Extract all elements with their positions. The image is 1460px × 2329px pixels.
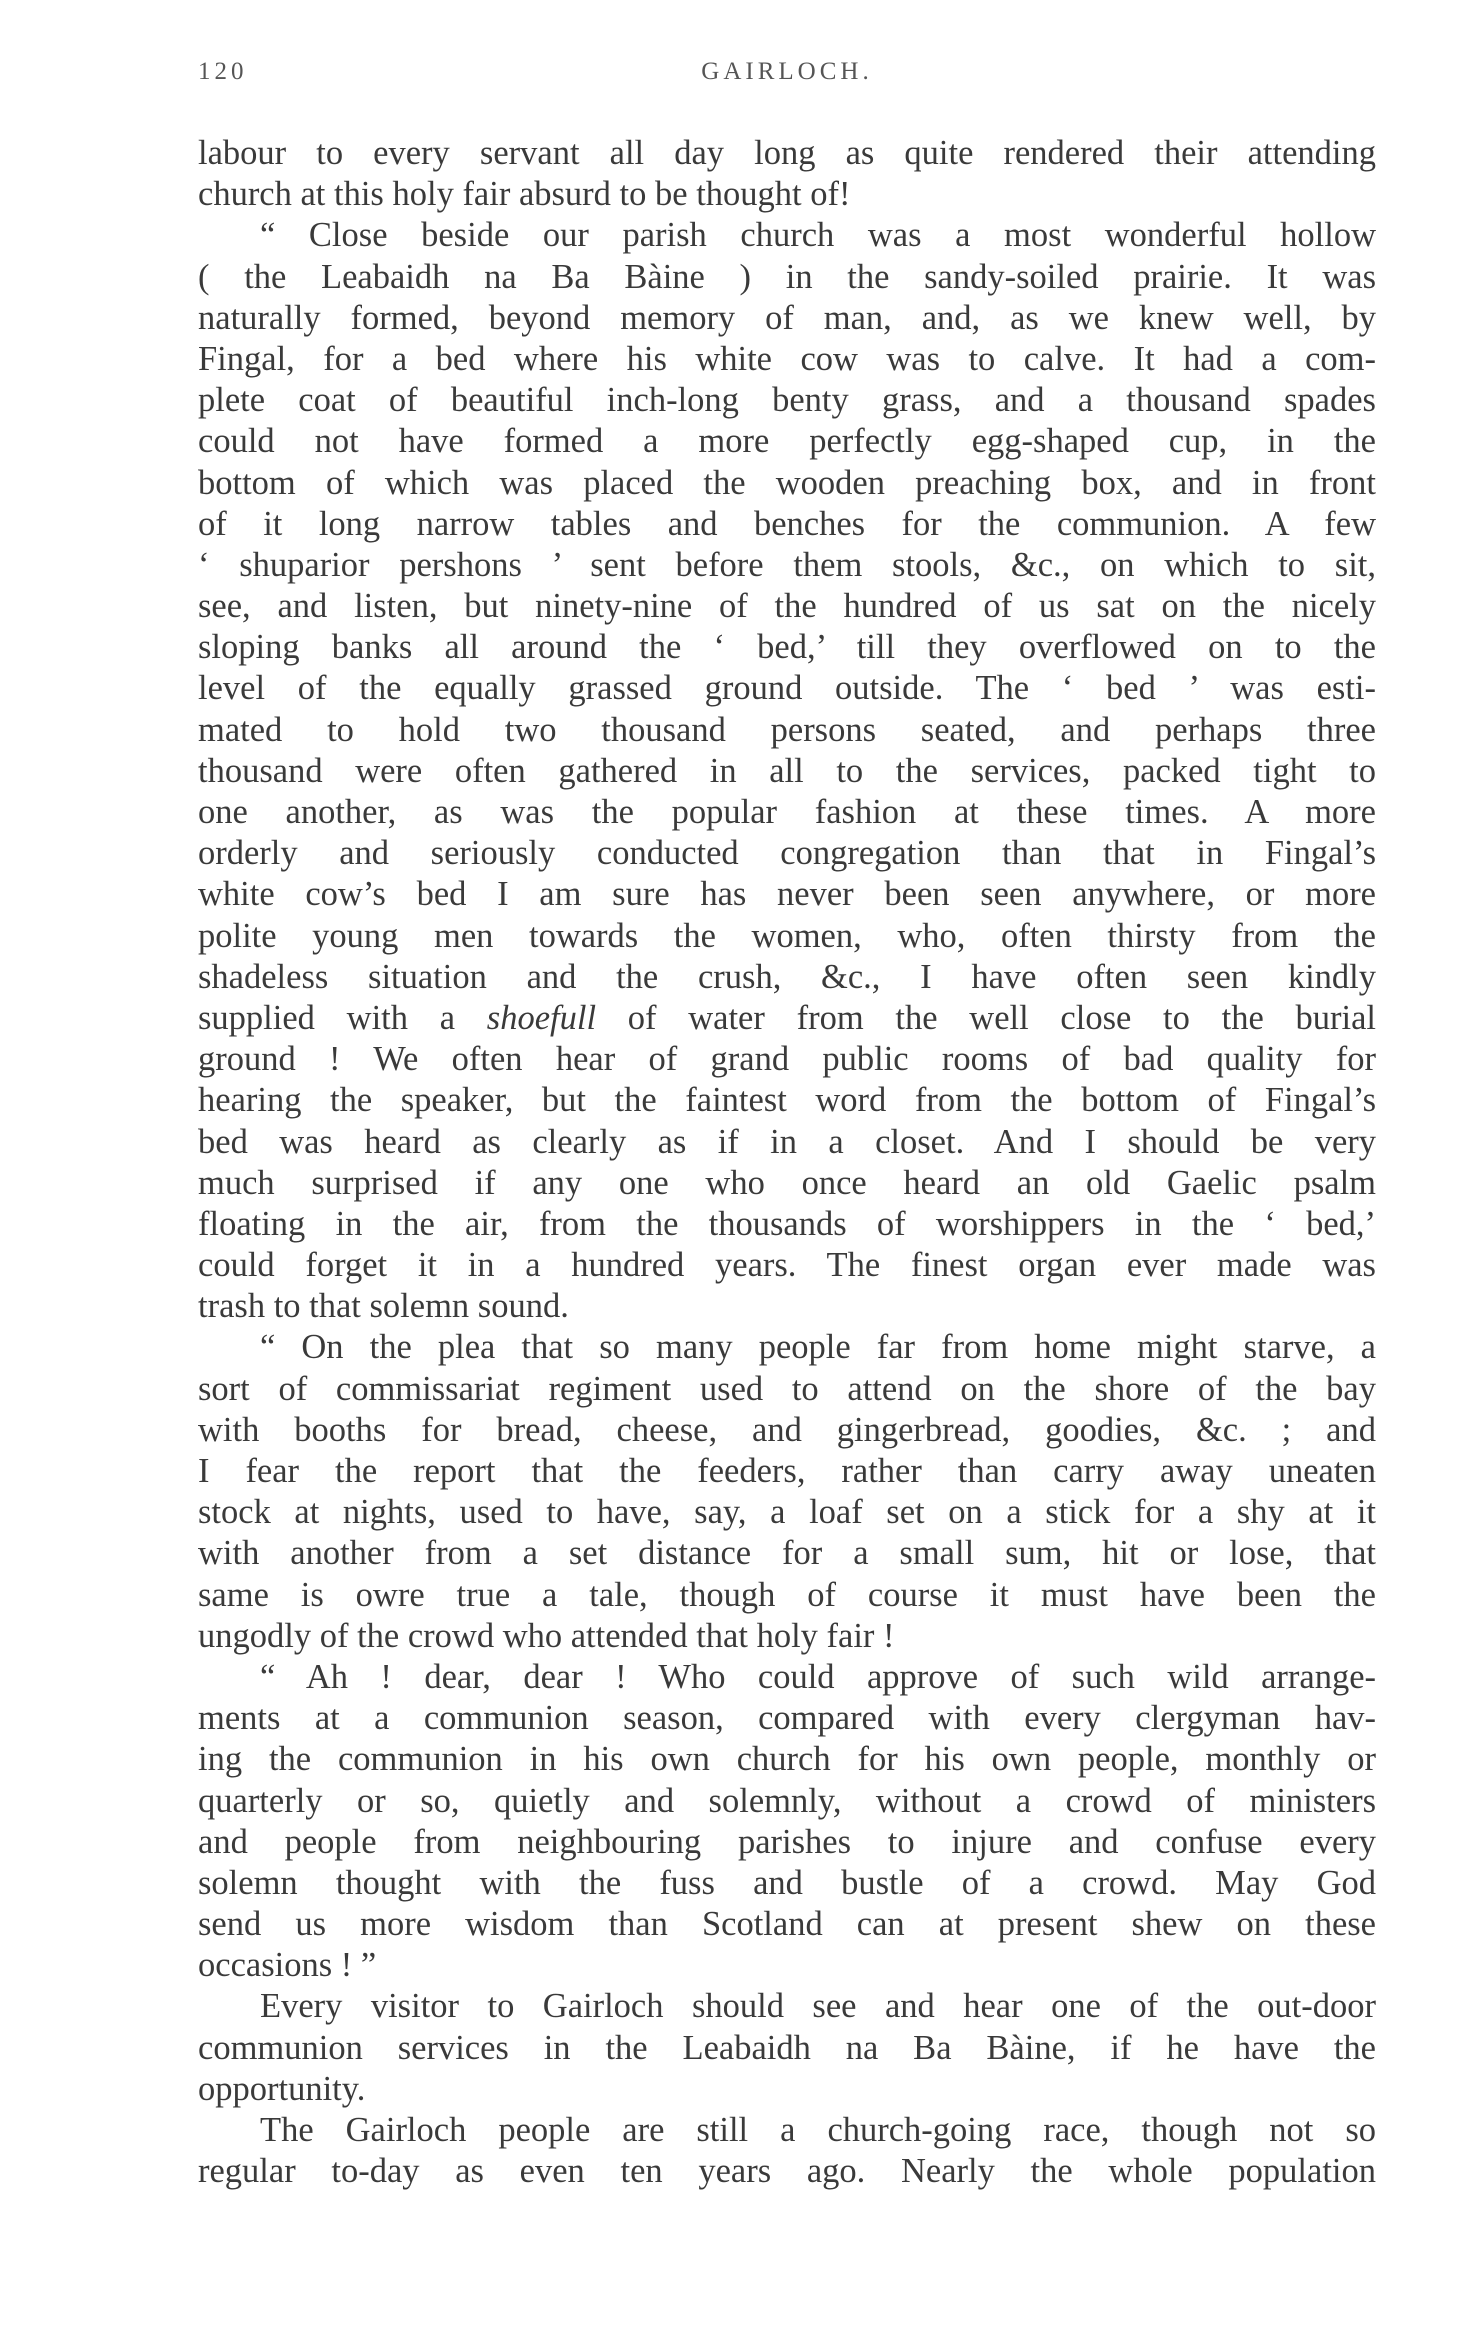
text-line: thousand were often gathered in all to the services, packed tight to — [198, 751, 1376, 790]
text-line: opportunity. — [198, 2069, 366, 2108]
text-line: regular to-day as even ten years ago. Nearly the whole population — [198, 2152, 1376, 2191]
text-line: ground ! We often hear of grand public rooms of bad quality for — [198, 1040, 1376, 1079]
text-line: could forget it in a hundred years. The finest organ ever made was — [198, 1246, 1376, 1285]
text-line: “ On the plea that so many people far from home might starve, a — [260, 1328, 1376, 1367]
text-line: of it long narrow tables and benches for the communion. A few — [198, 504, 1376, 543]
text-line: much surprised if any one who once heard an old Gaelic psalm — [198, 1163, 1376, 1202]
text-line: Fingal, for a bed where his white cow was to calve. It had a com- — [198, 339, 1376, 378]
text-line: level of the equally grassed ground outside. The ‘ bed ’ was esti- — [198, 669, 1376, 708]
text-line: naturally formed, beyond memory of man, and, as we knew well, by — [198, 298, 1376, 337]
running-head: GAIRLOCH. — [701, 58, 873, 85]
italic-word: shoefull — [486, 998, 597, 1037]
body-text — [198, 133, 1376, 2192]
text-line: sloping banks all around the ‘ bed,’ till they overflowed on to the — [198, 628, 1376, 667]
text-line: plete coat of beautiful inch-long benty grass, and a thousand spades — [198, 381, 1376, 420]
text-line: communion services in the Leabaidh na Ba Bàine, if he have the — [198, 2028, 1376, 2067]
text-line — [198, 998, 1376, 1039]
text-segment: of water from the well close to the burial — [596, 998, 1376, 1037]
text-line: one another, as was the popular fashion at these times. A more — [198, 793, 1376, 831]
text-line: with another from a set distance for a small sum, hit or lose, that — [198, 1534, 1376, 1573]
text-line: and people from neighbouring parishes to injure and confuse every — [198, 1822, 1376, 1861]
text-line: ing the communion in his own church for his own people, monthly or — [198, 1740, 1376, 1779]
text-line: solemn thought with the fuss and bustle of a crowd. May God — [198, 1863, 1376, 1902]
text-line: orderly and seriously conducted congregation than that in Fingal’s — [198, 834, 1376, 873]
text-line: shadeless situation and the crush, &c., I have often seen kindly — [198, 957, 1376, 996]
text-line: Every visitor to Gairloch should see and hear one of the out-door — [260, 1987, 1376, 2026]
text-segment: supplied with a — [198, 998, 487, 1037]
text-line: could not have formed a more perfectly egg-shaped cup, in the — [198, 422, 1376, 461]
text-line: The Gairloch people are still a church-going race, though not so — [260, 2111, 1376, 2149]
text-line: hearing the speaker, but the faintest word from the bottom of Fingal’s — [198, 1081, 1376, 1120]
text-line: send us more wisdom than Scotland can at present shew on these — [198, 1905, 1376, 1944]
text-line: bed was heard as clearly as if in a closet. And I should be very — [198, 1122, 1376, 1161]
page-number: 120 — [198, 58, 248, 85]
text-line: ments at a communion season, compared with every clergyman hav- — [198, 1699, 1376, 1738]
text-line: stock at nights, used to have, say, a loaf set on a stick for a shy at it — [198, 1493, 1376, 1532]
text-line: same is owre true a tale, though of course it must have been the — [198, 1575, 1376, 1614]
text-line: ( the Leabaidh na Ba Bàine ) in the sandy-soiled prairie. It was — [198, 257, 1376, 296]
text-line: mated to hold two thousand persons seated, and perhaps three — [198, 710, 1376, 749]
text-line: labour to every servant all day long as quite rendered their attending — [198, 134, 1376, 172]
text-line: see, and listen, but ninety-nine of the hundred of us sat on the nicely — [198, 587, 1376, 626]
text-line: white cow’s bed I am sure has never been seen anywhere, or more — [198, 875, 1376, 914]
text-line: with booths for bread, cheese, and gingerbread, goodies, &c. ; and — [198, 1410, 1376, 1449]
text-line: “ Close beside our parish church was a most wonderful hollow — [260, 216, 1376, 255]
text-line: church at this holy fair absurd to be thought of! — [198, 175, 851, 214]
text-line: I fear the report that the feeders, rather than carry away uneaten — [198, 1452, 1376, 1490]
text-line: sort of commissariat regiment used to attend on the shore of the bay — [198, 1369, 1376, 1408]
text-line: quarterly or so, quietly and solemnly, without a crowd of ministers — [198, 1781, 1376, 1820]
text-line: floating in the air, from the thousands of worshippers in the ‘ bed,’ — [198, 1204, 1376, 1243]
text-line: ungodly of the crowd who attended that holy fair ! — [198, 1616, 895, 1655]
text-line: trash to that solemn sound. — [198, 1287, 569, 1326]
text-line: ‘ shuparior pershons ’ sent before them stools, &c., on which to sit, — [198, 545, 1376, 584]
page-header — [198, 58, 1376, 98]
text-line: bottom of which was placed the wooden preaching box, and in front — [198, 463, 1376, 502]
text-line: “ Ah ! dear, dear ! Who could approve of such wild arrange- — [260, 1657, 1376, 1696]
text-line: occasions ! ” — [198, 1946, 377, 1985]
text-line: polite young men towards the women, who, often thirsty from the — [198, 916, 1376, 955]
